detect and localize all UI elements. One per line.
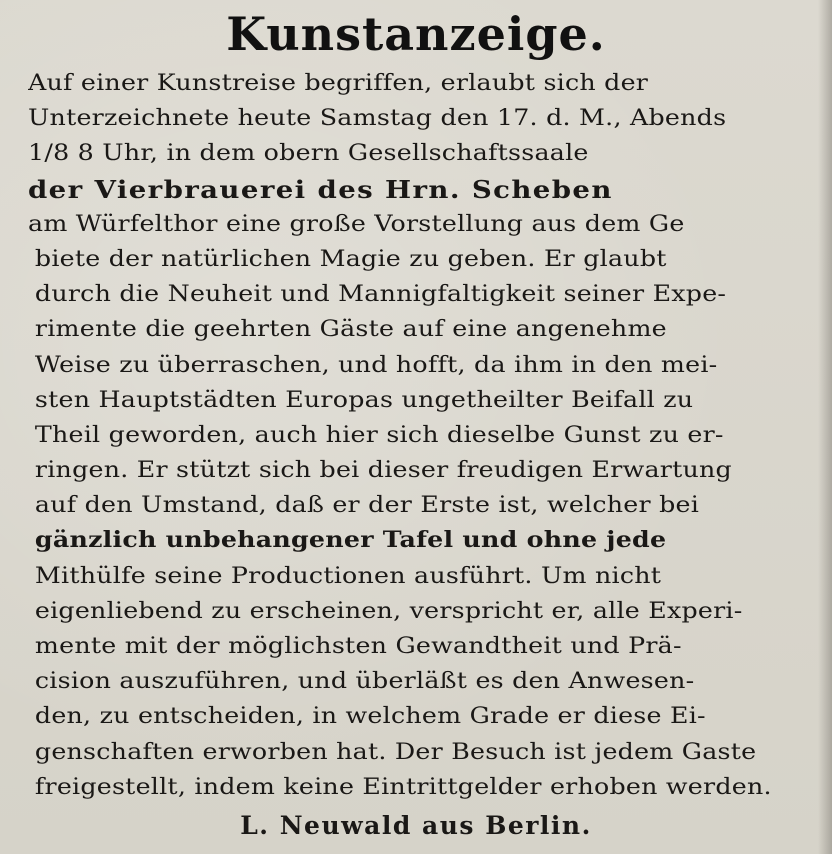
body-line-16: eigenliebend zu erscheinen, verspricht er, alle Experi- (34, 598, 743, 624)
body-line-13: auf den Umstand, daß er der Erste ist, welcher bei (34, 493, 700, 519)
advertisement-title: Kunstanzeige. (226, 7, 606, 61)
body-line-9: Weise zu überraschen, und hofft, da ihm in den mei- (34, 352, 718, 378)
signature: L. Neuwald aus Berlin. (240, 811, 592, 840)
body-line-10: sten Hauptstädten Europas ungetheilter Beifall zu (34, 387, 694, 413)
body-line-6: biete der natürlichen Magie zu geben. Er glaubt (34, 246, 667, 272)
body-line-21: freigestellt, indem keine Eintrittgelder erhoben werden. (34, 774, 772, 800)
body-line-14: gänzlich unbehangener Tafel und ohne jede (34, 527, 667, 554)
body-line-18: cision auszuführen, und überläßt es den Anwesen- (34, 669, 695, 695)
venue-line: der Vierbrauerei des Hrn. Scheben (28, 174, 613, 204)
body-line-8: rimente die geehrten Gäste auf eine angenehme (34, 317, 667, 343)
body-line-1: Auf einer Kunstreise begriffen, erlaubt sich der (28, 71, 649, 96)
body-line-7: durch die Neuheit und Mannigfaltigkeit seiner Expe- (34, 282, 727, 308)
body-line-15: Mithülfe seine Productionen ausführt. Um nicht (34, 563, 662, 589)
body-line-19: den, zu entscheiden, in welchem Grade er diese Ei- (34, 704, 706, 730)
body-line-3: 1/8 8 Uhr, in dem obern Gesellschaftssaale (28, 141, 589, 167)
body-line-5: am Würfelthor eine große Vorstellung aus dem Ge (28, 211, 685, 237)
advertisement-body (28, 66, 828, 805)
body-line-20: genschaften erworben hat. Der Besuch ist jedem Gaste (34, 739, 757, 765)
body-line-2: Unterzeichnete heute Samstag den 17. d. M., Abends (28, 106, 727, 132)
body-line-17: mente mit der möglichsten Gewandtheit und Prä- (34, 634, 682, 659)
body-line-12: ringen. Er stützt sich bei dieser freudigen Erwartung (34, 458, 732, 484)
body-line-11: Theil geworden, auch hier sich dieselbe Gunst zu er- (34, 422, 724, 448)
